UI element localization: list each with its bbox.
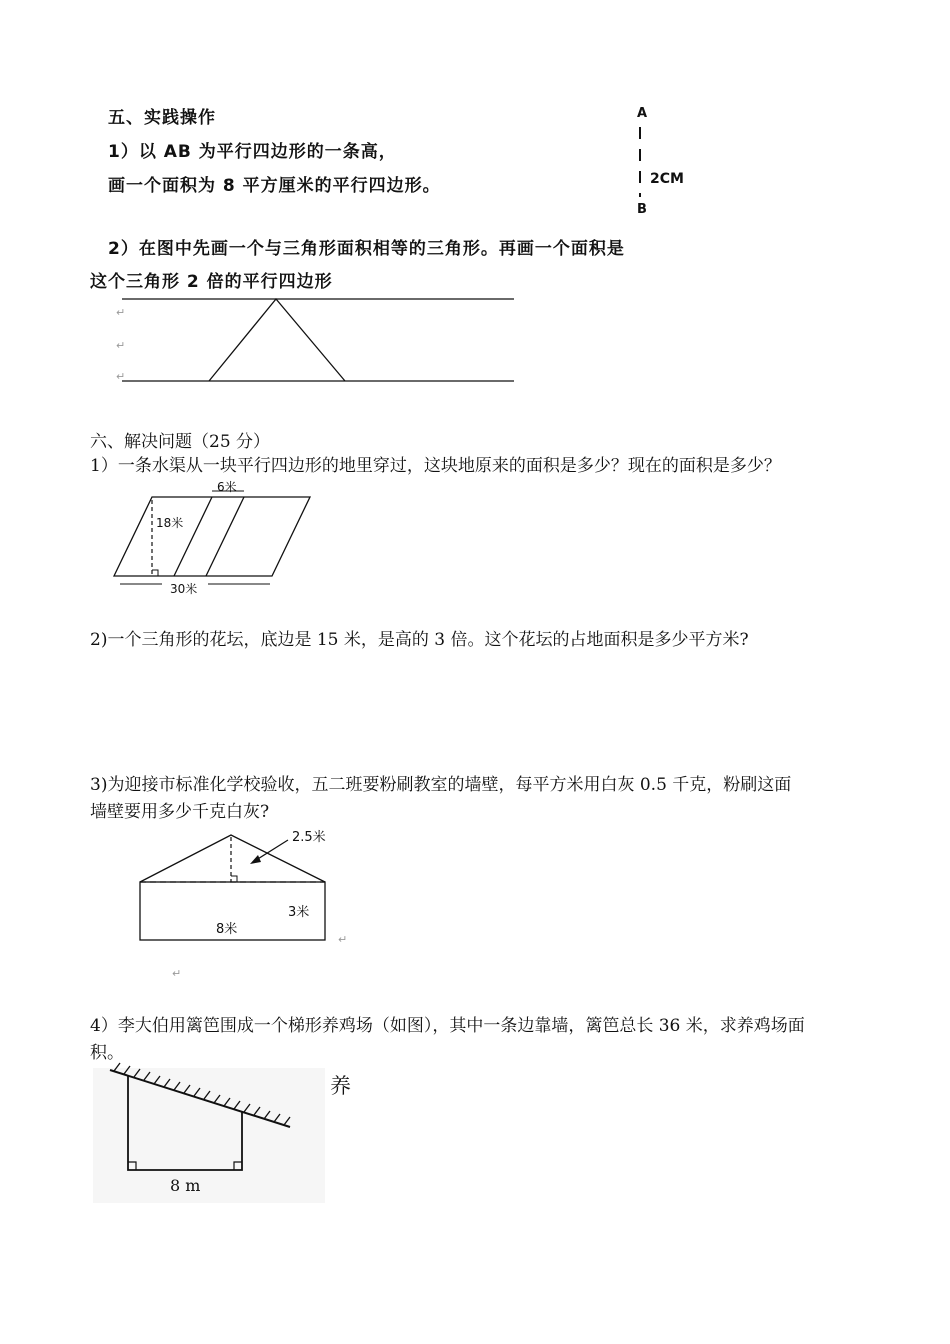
height-label: 18米 xyxy=(156,516,184,530)
section-6-q1-text: 1）一条水渠从一块平行四边形的地里穿过，这块地原来的面积是多少？现在的面积是多少？ xyxy=(90,456,781,476)
section-5-q1-line1: 1）以 AB 为平行四边形的一条高， xyxy=(108,142,397,162)
section-6-heading: 六、解决问题（25 分） xyxy=(90,432,271,452)
section-6-q2-text: 2)一个三角形的花坛，底边是 15 米，是高的 3 倍。这个花坛的占地面积是多少平方米? xyxy=(90,630,749,650)
roof-height-label: 2.5米 xyxy=(292,830,326,845)
yard-base-label: 8 m xyxy=(170,1176,201,1195)
canal-width-label: 6米 xyxy=(217,480,237,494)
return-mark: ↵ xyxy=(116,370,126,383)
section-6-q3-text-line1: 3)为迎接市标准化学校验收，五二班要粉刷教室的墙壁，每平方米用白灰 0.5 千克，粉刷这面 xyxy=(90,775,792,795)
yard-side-label: 养 xyxy=(330,1074,351,1098)
section-5-heading: 五、实践操作 xyxy=(108,108,216,128)
section-5-q1-line2: 画一个面积为 8 平方厘米的平行四边形。 xyxy=(108,176,441,196)
return-mark: ↵ xyxy=(116,339,126,352)
wall-height-label: 3米 xyxy=(288,905,310,920)
section-6-q4-text-line1: 4）李大伯用篱笆围成一个梯形养鸡场（如图），其中一条边靠墙，篱笆总长 36 米，求养鸡场面 xyxy=(90,1016,805,1036)
section-6-q3-text-line2: 墙壁要用多少千克白灰? xyxy=(90,802,270,822)
return-mark: ↵ xyxy=(338,933,348,946)
segment-ab-length: 2CM xyxy=(650,171,684,187)
point-a-label: A xyxy=(637,106,648,121)
section-6-q4-text-line2: 积。 xyxy=(90,1043,124,1063)
section-5-q2-line2: 这个三角形 2 倍的平行四边形 xyxy=(90,272,333,292)
return-mark: ↵ xyxy=(172,967,182,980)
section-5-q2-line1: 2）在图中先画一个与三角形面积相等的三角形。再画一个面积是 xyxy=(108,239,625,259)
wall-base-label: 8米 xyxy=(216,922,238,937)
return-mark: ↵ xyxy=(116,306,126,319)
point-b-label: B xyxy=(637,202,647,217)
base-label: 30米 xyxy=(170,582,198,596)
